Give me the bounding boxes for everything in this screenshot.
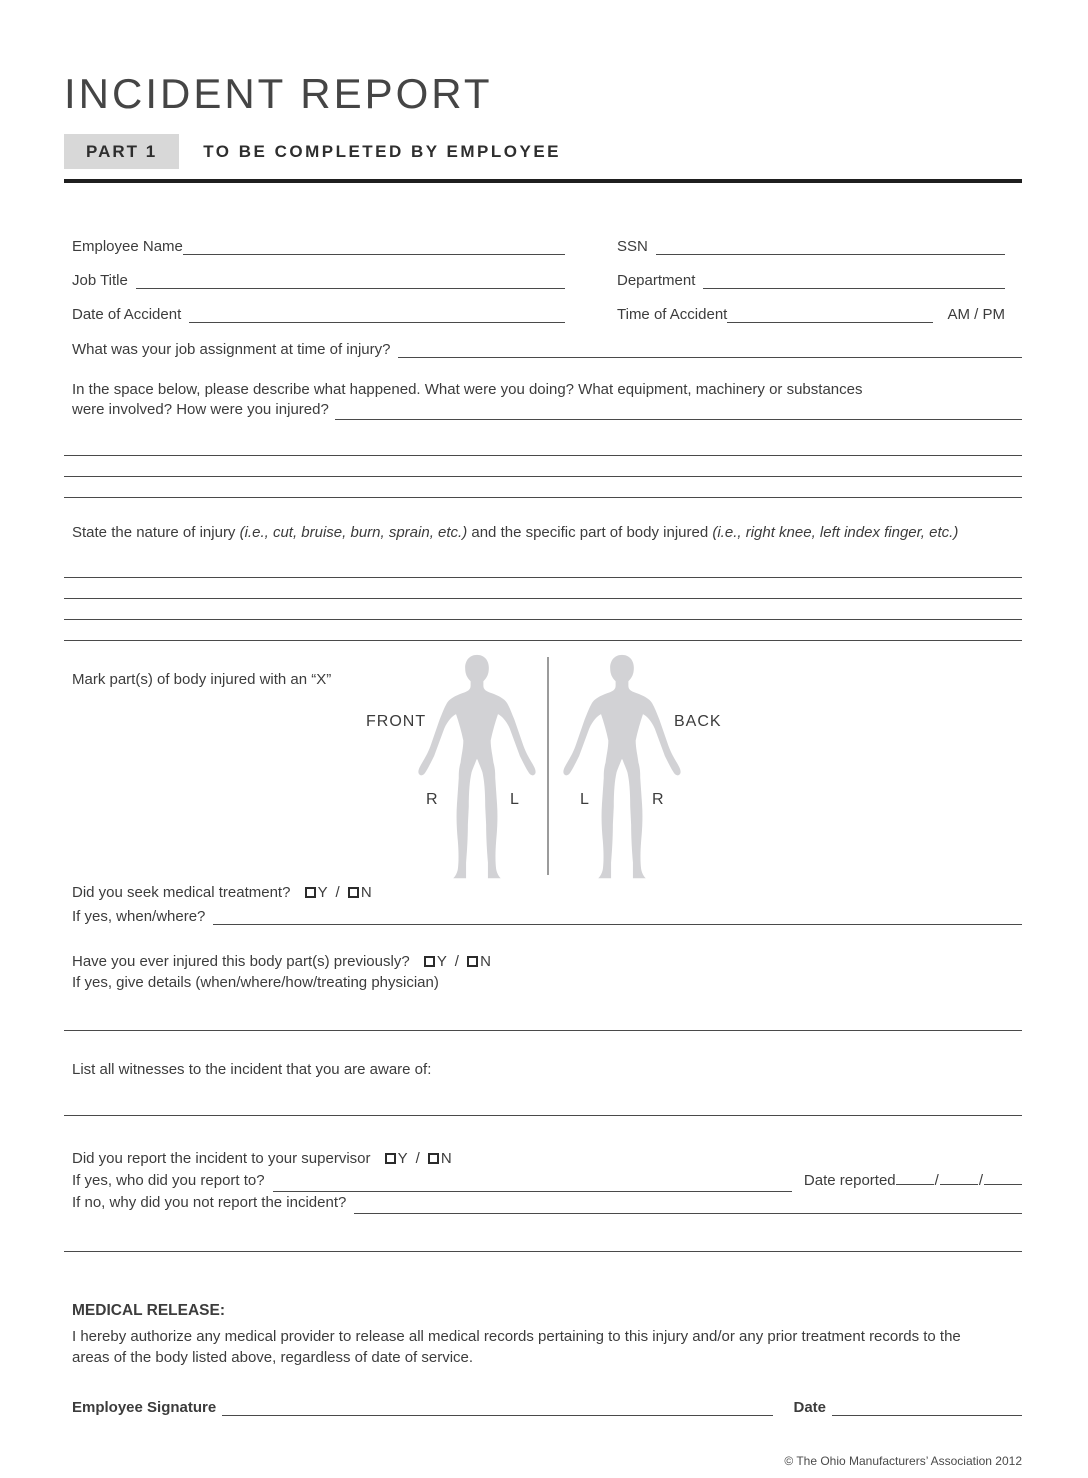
- witnesses-answer-line[interactable]: [64, 1096, 1022, 1116]
- yn-separator: /: [335, 884, 340, 901]
- answer-line[interactable]: [64, 435, 1022, 456]
- employee-name-label: Employee Name: [72, 238, 183, 255]
- incident-report-form: [0, 70, 1088, 1468]
- employee-name-line[interactable]: [183, 239, 565, 255]
- answer-line[interactable]: [64, 456, 1022, 477]
- describe-question: [72, 380, 1022, 420]
- medical-treatment-followup-line[interactable]: [213, 909, 1022, 925]
- section-header: [64, 134, 1022, 169]
- no-label: N: [480, 953, 491, 970]
- injured-previously-yn: [424, 953, 491, 970]
- time-of-accident-field: [617, 303, 1005, 323]
- describe-line2-row: [72, 400, 1022, 420]
- medical-treatment-followup-label: If yes, when/where?: [72, 908, 206, 925]
- body-diagram: [64, 651, 1022, 884]
- report-who-line[interactable]: [273, 1176, 792, 1192]
- ssn-label: SSN: [617, 238, 648, 255]
- date-reported-group: [804, 1169, 1022, 1192]
- department-line[interactable]: [703, 273, 1005, 289]
- describe-line1: In the space below, please describe what happened. What were you doing? What equipment, machinery or substances: [72, 381, 863, 398]
- injured-previously-question: [72, 951, 1022, 993]
- report-no-row: [72, 1192, 1022, 1214]
- front-right-mark: R: [426, 791, 438, 808]
- job-assignment-question: [72, 341, 1022, 358]
- witnesses-label: List all witnesses to the incident that you are aware of:: [72, 1061, 432, 1078]
- body-back-figure[interactable]: [559, 653, 685, 881]
- date-slash: /: [978, 1172, 983, 1189]
- answer-line[interactable]: [64, 620, 1022, 641]
- part-label: PART 1: [64, 134, 179, 169]
- diagram-divider: [547, 657, 549, 875]
- nature-of-injury-question: [72, 524, 1022, 541]
- nature-pre: State the nature of injury: [72, 524, 240, 541]
- report-answer-line[interactable]: [64, 1232, 1022, 1252]
- no-label: N: [440, 1150, 452, 1167]
- supervisor-report-label: Did you report the incident to your supervisor: [72, 1150, 371, 1167]
- report-who-label: If yes, who did you report to?: [72, 1172, 265, 1189]
- date-of-accident-label: Date of Accident: [72, 306, 182, 323]
- date-reported-month[interactable]: [896, 1169, 934, 1185]
- answer-line[interactable]: [64, 557, 1022, 578]
- injured-previously-answer-line[interactable]: [64, 1011, 1022, 1031]
- yn-separator: /: [454, 953, 459, 970]
- injured-previously-followup-label: If yes, give details (when/where/how/treating physician): [72, 974, 439, 991]
- witnesses-question: [72, 1061, 1022, 1078]
- job-title-label: Job Title: [72, 272, 128, 289]
- page-title: INCIDENT REPORT: [64, 70, 493, 117]
- medical-release-heading: MEDICAL RELEASE:: [72, 1302, 226, 1319]
- yes-label: Y: [317, 884, 328, 901]
- supervisor-report-question: [72, 1148, 1022, 1214]
- nature-example-1: (i.e., cut, bruise, burn, sprain, etc.): [239, 524, 468, 541]
- employee-signature-line[interactable]: [222, 1400, 773, 1416]
- date-of-accident-line[interactable]: [189, 307, 565, 323]
- describe-line[interactable]: [335, 404, 1022, 420]
- time-of-accident-label: Time of Accident: [617, 306, 728, 323]
- injured-previously-no-checkbox[interactable]: [467, 956, 478, 967]
- yn-separator: /: [415, 1150, 420, 1167]
- signature-row: [72, 1394, 1022, 1416]
- medical-treatment-followup-row: [72, 905, 1022, 925]
- employee-signature-label: Employee Signature: [72, 1399, 217, 1416]
- job-assignment-line[interactable]: [398, 342, 1022, 358]
- medical-treatment-no-checkbox[interactable]: [348, 887, 359, 898]
- job-title-field: [72, 269, 565, 289]
- front-label: FRONT: [366, 713, 427, 730]
- supervisor-report-row: [72, 1148, 1022, 1170]
- part-instruction: TO BE COMPLETED BY EMPLOYEE: [203, 141, 562, 161]
- nature-answer-lines: [64, 557, 1022, 641]
- back-label: BACK: [674, 713, 722, 730]
- job-assignment-label: What was your job assignment at time of injury?: [72, 341, 391, 358]
- supervisor-report-yn: [385, 1150, 452, 1167]
- no-label: N: [360, 884, 372, 901]
- date-reported-day[interactable]: [940, 1169, 978, 1185]
- injured-previously-yes-checkbox[interactable]: [424, 956, 435, 967]
- date-of-accident-field: [72, 303, 565, 323]
- report-who-row: [72, 1170, 1022, 1192]
- ssn-line[interactable]: [656, 239, 1005, 255]
- report-no-label: If no, why did you not report the incident?: [72, 1194, 347, 1211]
- medical-treatment-yes-checkbox[interactable]: [305, 887, 316, 898]
- info-fields: [72, 235, 1022, 323]
- report-no-line[interactable]: [354, 1198, 1022, 1214]
- yes-label: Y: [436, 953, 447, 970]
- date-reported-year[interactable]: [984, 1169, 1022, 1185]
- employee-name-field: [72, 235, 565, 255]
- medical-release-text: I hereby authorize any medical provider to release all medical records pertaining to this injury and/or any prior treatment records to the areas of the body listed above, regardless of date of service.: [72, 1328, 961, 1366]
- department-label: Department: [617, 272, 696, 289]
- medical-treatment-label: Did you seek medical treatment?: [72, 884, 291, 901]
- date-slash: /: [934, 1172, 939, 1189]
- medical-treatment-yn: [305, 884, 372, 901]
- back-left-mark: L: [580, 791, 589, 808]
- describe-answer-lines: [64, 435, 1022, 498]
- back-right-mark: R: [652, 791, 664, 808]
- signature-date-label: Date: [793, 1399, 826, 1416]
- job-title-line[interactable]: [136, 273, 565, 289]
- front-left-mark: L: [510, 791, 519, 808]
- yes-label: Y: [397, 1150, 408, 1167]
- medical-release-section: [72, 1302, 1022, 1368]
- medical-treatment-question: [72, 884, 1022, 925]
- nature-example-2: (i.e., right knee, left index finger, etc.): [712, 524, 959, 541]
- am-pm-label: AM / PM: [947, 306, 1005, 323]
- answer-line[interactable]: [64, 578, 1022, 599]
- department-field: [617, 269, 1005, 289]
- body-front-figure[interactable]: [414, 653, 540, 881]
- answer-line[interactable]: [64, 477, 1022, 498]
- describe-line2: were involved? How were you injured?: [72, 401, 329, 418]
- nature-mid: and the specific part of body injured: [467, 524, 713, 541]
- signature-date-line[interactable]: [832, 1400, 1022, 1416]
- copyright-notice: © The Ohio Manufacturers’ Association 2012: [784, 1454, 1022, 1468]
- body-diagram-instruction: Mark part(s) of body injured with an “X”: [72, 671, 332, 688]
- supervisor-report-no-checkbox[interactable]: [428, 1153, 439, 1164]
- time-of-accident-line[interactable]: [727, 307, 933, 323]
- injured-previously-label: Have you ever injured this body part(s) previously?: [72, 953, 410, 970]
- injured-previously-row: [72, 951, 1022, 972]
- ssn-field: [617, 235, 1005, 255]
- date-reported-label: Date reported: [803, 1172, 896, 1189]
- supervisor-report-yes-checkbox[interactable]: [385, 1153, 396, 1164]
- medical-treatment-row: [72, 884, 1022, 901]
- answer-line[interactable]: [64, 599, 1022, 620]
- header-rule: [64, 179, 1022, 183]
